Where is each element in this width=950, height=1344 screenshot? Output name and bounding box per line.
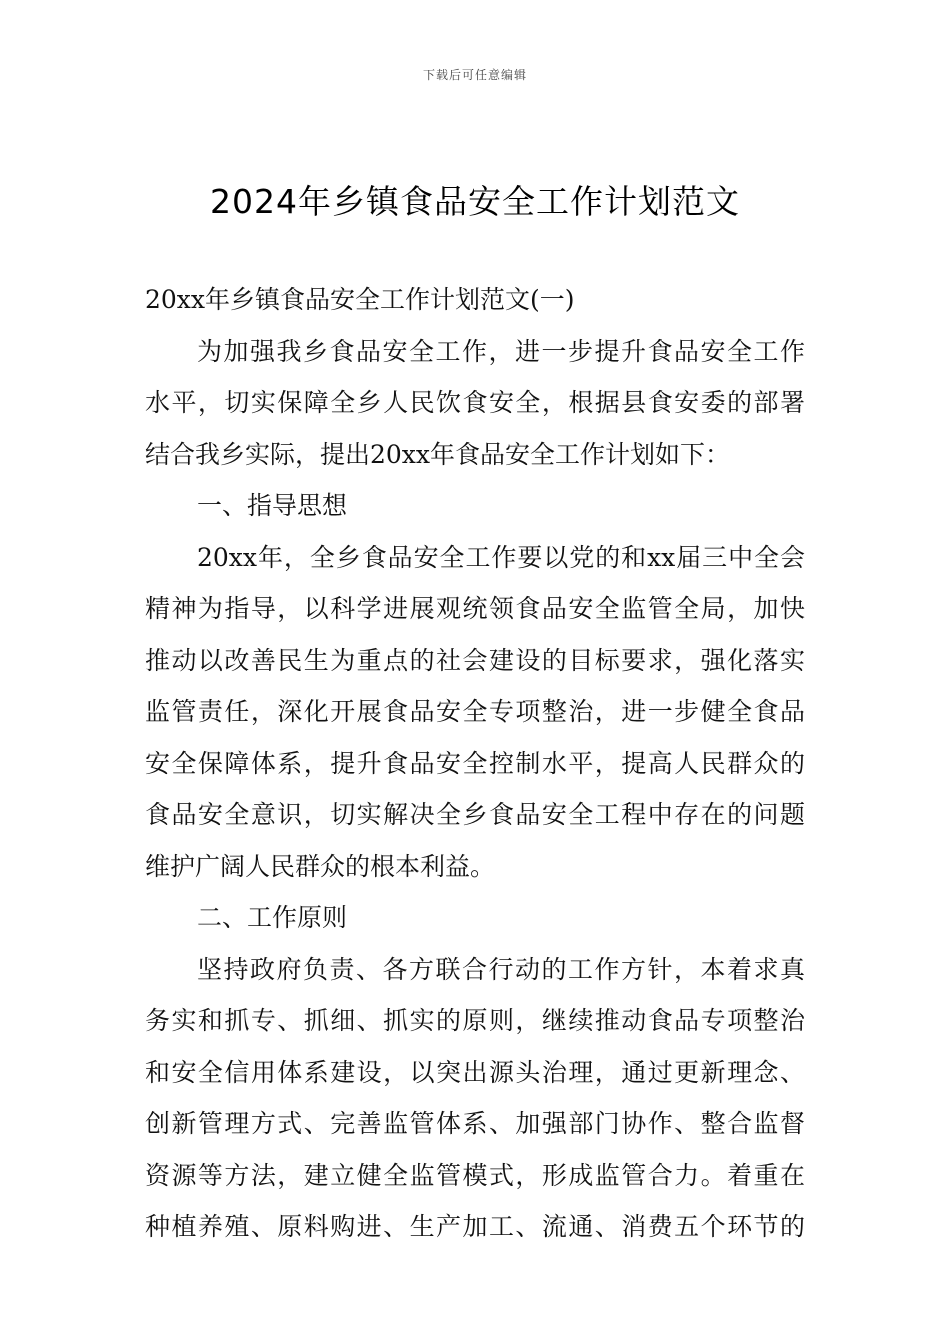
body-line: 和安全信用体系建设，以突出源头治理，通过更新理念、 [145, 1057, 805, 1087]
body-line: 推动以改善民生为重点的社会建设的目标要求，强化落实 [145, 645, 805, 675]
body-line: 20xx年，全乡食品安全工作要以党的和xx届三中全会 [197, 542, 805, 572]
body-line: 二、工作原则 [197, 903, 348, 932]
body-line: 20xx年乡镇食品安全工作计划范文(一) [145, 285, 575, 314]
body-line: 监管责任，深化开展食品安全专项整治，进一步健全食品 [145, 697, 805, 726]
body-line: 创新管理方式、完善监管体系、加强部门协作、整合监督 [145, 1109, 805, 1138]
body-line: 水平，切实保障全乡人民饮食安全，根据县食安委的部署 [145, 388, 805, 417]
body-line: 坚持政府负责、各方联合行动的工作方针，本着求真 [197, 954, 805, 984]
document-title: 2024年乡镇食品安全工作计划范文 [210, 182, 740, 221]
body-line: 安全保障体系，提升食品安全控制水平，提高人民群众的 [145, 748, 805, 778]
body-line: 结合我乡实际，提出20xx年食品安全工作计划如下： [145, 439, 731, 469]
body-line: 精神为指导，以科学进展观统领食品安全监管全局，加快 [145, 594, 805, 623]
body-line: 资源等方法，建立健全监管模式，形成监管合力。着重在 [145, 1160, 805, 1190]
header-note: 下载后可任意编辑 [422, 68, 527, 82]
body-line: 为加强我乡食品安全工作，进一步提升食品安全工作 [197, 336, 805, 366]
document-body [145, 282, 805, 1261]
body-line: 一、指导思想 [197, 491, 348, 520]
body-line: 种植养殖、原料购进、生产加工、流通、消费五个环节的 [145, 1212, 805, 1241]
body-line: 食品安全意识，切实解决全乡食品安全工程中存在的问题 [145, 800, 805, 829]
body-line: 维护广阔人民群众的根本利益。 [145, 851, 496, 881]
body-line: 务实和抓专、抓细、抓实的原则，继续推动食品专项整治 [145, 1006, 805, 1035]
